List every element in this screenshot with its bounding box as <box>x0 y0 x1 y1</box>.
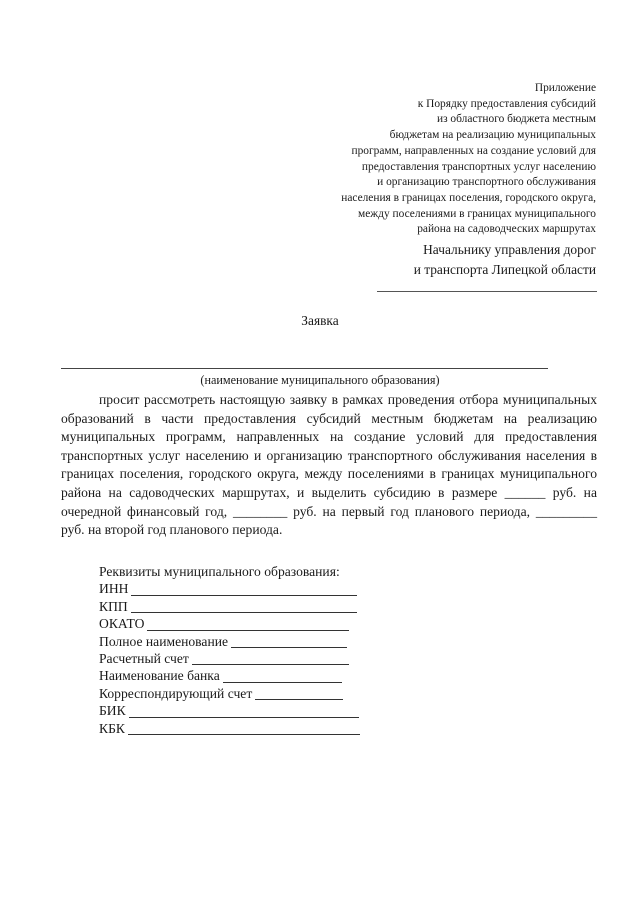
appendix-block <box>341 81 596 238</box>
addressee-signature-blank <box>377 291 597 292</box>
document-title: Заявка <box>301 313 339 328</box>
appendix-line: предоставления транспортных услуг населению <box>361 160 596 173</box>
requisite-row-okato <box>99 615 360 632</box>
requisite-row-kbk <box>99 720 360 737</box>
requisite-row-bank-name <box>99 667 360 684</box>
municipality-name-blank <box>61 368 548 369</box>
requisite-blank <box>128 722 360 735</box>
requisite-blank <box>223 670 342 683</box>
appendix-line: из областного бюджета местным <box>436 113 596 126</box>
requisite-label: БИК <box>99 703 126 719</box>
appendix-line: населения в границах поселения, городского округа, <box>341 191 596 204</box>
requisite-blank <box>129 705 359 718</box>
requisites-heading: Реквизиты муниципального образования: <box>99 564 340 579</box>
requisite-blank <box>192 652 349 665</box>
requisite-label: ИНН <box>99 581 129 597</box>
addressee-block <box>414 240 596 279</box>
application-body-text: просит рассмотреть настоящую заявку в рамках проведения отбора муниципальных образований в части предоставления субсидий местным бюджетам на реализацию муниципальных программ, направленных на создание условий для предоставления транспортных услуг населению и организацию транспортного обслуживания населения в границах поселения, городского округа, между поселениями в границах муниципального района на садоводческих маршрутах, и выделить субсидию в размере ______ руб. на очередной финансовый год, ________ руб. на первый год планового периода, _________ руб. на второй год планового периода. <box>61 392 597 538</box>
requisite-row-kpp <box>99 598 360 615</box>
requisite-blank <box>131 583 357 596</box>
appendix-line: к Порядку предоставления субсидий <box>417 97 596 110</box>
appendix-line: программ, направленных на создание условий для <box>351 144 596 157</box>
appendix-line: и организацию транспортного обслуживания <box>377 176 596 189</box>
requisite-label: Наименование банка <box>99 668 220 684</box>
requisite-label: Полное наименование <box>99 633 229 649</box>
appendix-line: района на садоводческих маршрутах <box>417 223 596 236</box>
requisite-blank <box>147 618 349 631</box>
requisite-label: Корреспондирующий счет <box>99 685 253 701</box>
requisite-label: КПП <box>99 598 128 614</box>
requisite-row-bik <box>99 702 360 719</box>
appendix-line: бюджетам на реализацию муниципальных <box>389 129 596 142</box>
requisite-blank <box>231 635 347 648</box>
requisite-row-account <box>99 650 360 667</box>
appendix-line: Приложение <box>534 82 596 94</box>
requisite-label: КБК <box>99 720 125 736</box>
requisite-row-corr-account <box>99 685 360 702</box>
requisite-blank <box>131 600 357 613</box>
requisite-row-full-name <box>99 633 360 650</box>
requisite-label: Расчетный счет <box>99 651 189 667</box>
municipality-caption: (наименование муниципального образования) <box>200 373 440 387</box>
requisite-label: ОКАТО <box>99 616 145 632</box>
requisite-blank <box>255 687 343 700</box>
requisites-block <box>99 563 360 737</box>
appendix-line: между поселениями в границах муниципального <box>358 207 596 220</box>
addressee-line-1: Начальнику управления дорог <box>423 242 596 257</box>
addressee-line-2: и транспорта Липецкой области <box>413 261 596 277</box>
requisite-row-inn <box>99 580 360 597</box>
